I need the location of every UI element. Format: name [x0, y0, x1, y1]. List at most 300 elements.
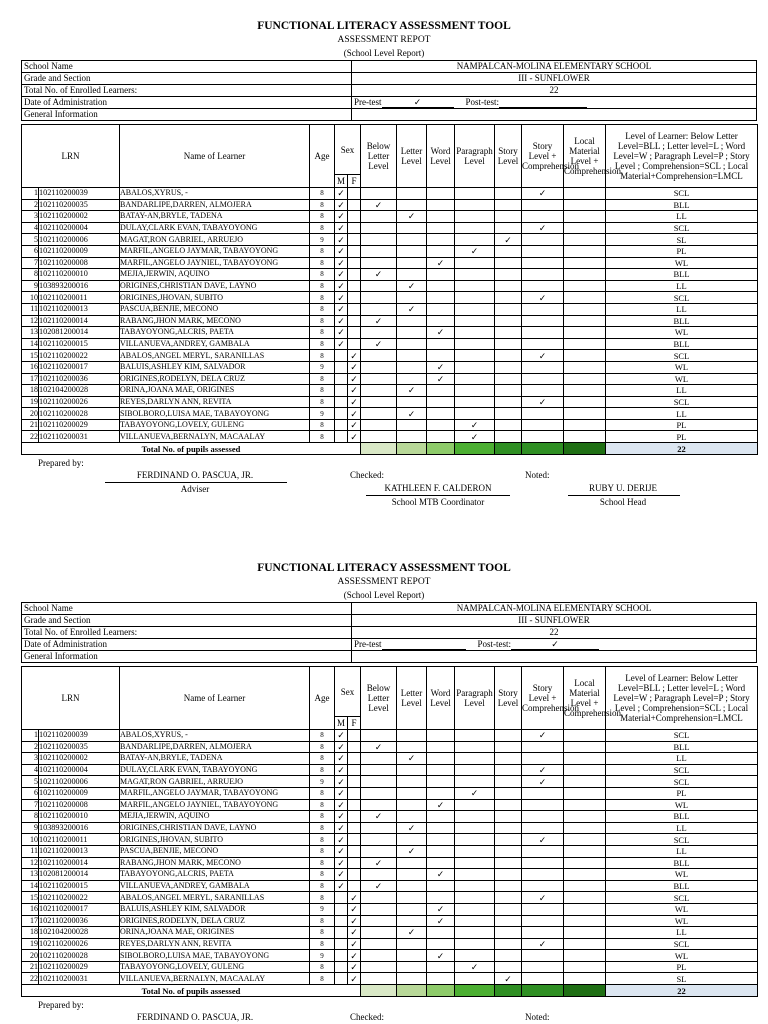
pl-check	[455, 950, 495, 962]
female-check: ✓	[348, 385, 361, 397]
male-check: ✓	[335, 764, 348, 776]
bll-header: Below Letter Level	[361, 667, 397, 730]
lrn-cell: 102110200009	[39, 245, 120, 257]
male-check: ✓	[335, 327, 348, 339]
scl-check	[522, 431, 564, 443]
level-code: LL	[606, 280, 758, 292]
scl-check	[522, 315, 564, 327]
scl-check	[522, 880, 564, 892]
sl-check: ✓	[495, 234, 522, 246]
learner-name: BATAY-AN,BRYLE, TADENA	[120, 211, 310, 223]
row-number: 20	[22, 408, 39, 420]
scl-check	[522, 245, 564, 257]
sl-header: Story Level	[495, 667, 522, 730]
sl-check	[495, 730, 522, 742]
sl-check	[495, 373, 522, 385]
lmcl-check	[564, 845, 606, 857]
age-cell: 8	[310, 892, 335, 904]
bll-check: ✓	[361, 199, 397, 211]
level-code: SCL	[606, 396, 758, 408]
male-check: ✓	[335, 188, 348, 200]
scl-check: ✓	[522, 834, 564, 846]
lmcl-check	[564, 730, 606, 742]
row-number: 16	[22, 903, 39, 915]
bll-check	[361, 188, 397, 200]
level-code: BLL	[606, 857, 758, 869]
row-number: 10	[22, 292, 39, 304]
row-number: 4	[22, 764, 39, 776]
row-number: 11	[22, 845, 39, 857]
lmcl-check	[564, 315, 606, 327]
ll-check	[397, 199, 427, 211]
row-number: 3	[22, 211, 39, 223]
male-check	[335, 950, 348, 962]
lmcl-check	[564, 892, 606, 904]
lmcl-check	[564, 361, 606, 373]
sl-check	[495, 799, 522, 811]
male-check: ✓	[335, 280, 348, 292]
pl-check	[455, 845, 495, 857]
learner-name: TABAYOYONG,LOVELY, GULENG	[120, 419, 310, 431]
male-check: ✓	[335, 787, 348, 799]
level-code: SL	[606, 973, 758, 985]
test-type-cell	[352, 97, 757, 109]
sl-check	[495, 880, 522, 892]
row-number: 17	[22, 373, 39, 385]
bll-check	[361, 903, 397, 915]
learner-table	[21, 124, 758, 455]
sl-check	[495, 892, 522, 904]
pl-check	[455, 188, 495, 200]
sl-check	[495, 938, 522, 950]
wl-check	[427, 292, 455, 304]
wl-check	[427, 938, 455, 950]
general-info-label: General Information	[22, 109, 352, 121]
lmcl-check	[564, 350, 606, 362]
female-check	[348, 222, 361, 234]
learner-name: ABALOS,XYRUS, -	[120, 730, 310, 742]
lmcl-check	[564, 188, 606, 200]
report-subtitle-level: (School Level Report)	[343, 48, 425, 58]
lmcl-check	[564, 938, 606, 950]
general-info-table	[21, 602, 757, 663]
pl-check	[455, 257, 495, 269]
pl-check	[455, 927, 495, 939]
lmcl-check	[564, 927, 606, 939]
age-cell: 8	[310, 245, 335, 257]
bll-check	[361, 845, 397, 857]
wl-check: ✓	[427, 373, 455, 385]
female-check	[348, 269, 361, 281]
bll-check	[361, 822, 397, 834]
bll-check	[361, 373, 397, 385]
coordinator-name: KATHLEEN F. CALDERON	[384, 483, 492, 493]
sl-check: ✓	[495, 973, 522, 985]
female-check	[348, 292, 361, 304]
row-number: 1	[22, 188, 39, 200]
report-title: FUNCTIONAL LITERACY ASSESSMENT TOOL	[257, 20, 511, 32]
learner-name: VILLANUEVA,ANDREY, GAMBALA	[120, 338, 310, 350]
age-cell: 8	[310, 303, 335, 315]
female-check	[348, 257, 361, 269]
ll-check	[397, 869, 427, 881]
row-number: 6	[22, 787, 39, 799]
row-number: 8	[22, 811, 39, 823]
report-title: FUNCTIONAL LITERACY ASSESSMENT TOOL	[257, 562, 511, 574]
wl-check	[427, 961, 455, 973]
table-row	[22, 222, 758, 234]
ll-check	[397, 730, 427, 742]
table-row	[22, 211, 758, 223]
male-check: ✓	[335, 315, 348, 327]
female-header: F	[348, 717, 361, 730]
lmcl-check	[564, 199, 606, 211]
scl-check	[522, 811, 564, 823]
learner-name: ABALOS,ANGEL MERYL, SARANILLAS	[120, 350, 310, 362]
pl-header: Paragraph Level	[455, 125, 495, 188]
scl-check	[522, 869, 564, 881]
wl-check	[427, 857, 455, 869]
male-check	[335, 419, 348, 431]
learner-name: SIBOLBORO,LUISA MAE, TABAYOYONG	[120, 950, 310, 962]
lrn-cell: 102110200035	[39, 741, 120, 753]
sl-check	[495, 269, 522, 281]
level-code: BLL	[606, 338, 758, 350]
female-check: ✓	[348, 938, 361, 950]
male-check	[335, 373, 348, 385]
wl-check	[427, 787, 455, 799]
row-number: 22	[22, 431, 39, 443]
table-row	[22, 234, 758, 246]
row-number: 18	[22, 927, 39, 939]
table-row	[22, 869, 758, 881]
ll-check: ✓	[397, 822, 427, 834]
ll-check	[397, 834, 427, 846]
sl-check	[495, 822, 522, 834]
table-row	[22, 845, 758, 857]
report-subtitle-level: (School Level Report)	[343, 590, 425, 600]
level-code: SCL	[606, 938, 758, 950]
age-cell: 9	[310, 361, 335, 373]
ll-check	[397, 915, 427, 927]
lmcl-check	[564, 787, 606, 799]
pretest-check	[382, 640, 466, 650]
bll-check	[361, 915, 397, 927]
ll-check	[397, 257, 427, 269]
male-check	[335, 361, 348, 373]
level-code: WL	[606, 915, 758, 927]
female-check	[348, 303, 361, 315]
level-code: BLL	[606, 199, 758, 211]
scl-check	[522, 373, 564, 385]
pl-check	[455, 764, 495, 776]
sl-check	[495, 222, 522, 234]
learner-name: PASCUA,BENJIE, MECONO	[120, 303, 310, 315]
ll-check: ✓	[397, 753, 427, 765]
bll-check	[361, 431, 397, 443]
row-number: 12	[22, 857, 39, 869]
sl-check	[495, 915, 522, 927]
level-code: SCL	[606, 834, 758, 846]
male-check: ✓	[335, 303, 348, 315]
learner-table	[21, 666, 758, 997]
wl-check	[427, 973, 455, 985]
level-code: LL	[606, 385, 758, 397]
ll-check	[397, 338, 427, 350]
ll-check	[397, 350, 427, 362]
wl-check	[427, 811, 455, 823]
total-label: Total No. of pupils assessed	[22, 443, 361, 455]
scl-check: ✓	[522, 892, 564, 904]
learner-name: DULAY,CLARK EVAN, TABAYOYONG	[120, 222, 310, 234]
sl-check	[495, 408, 522, 420]
female-check	[348, 315, 361, 327]
female-check	[348, 327, 361, 339]
ll-check	[397, 269, 427, 281]
age-cell: 9	[310, 234, 335, 246]
scl-check	[522, 822, 564, 834]
male-check: ✓	[335, 257, 348, 269]
sl-check	[495, 385, 522, 397]
ll-check	[397, 222, 427, 234]
sl-check	[495, 903, 522, 915]
lmcl-check	[564, 753, 606, 765]
row-number: 16	[22, 361, 39, 373]
scl-check: ✓	[522, 764, 564, 776]
table-row	[22, 961, 758, 973]
level-legend: Level of Learner: Below Letter Level=BLL ; Letter level=L ; Word Level=W ; Paragraph Level=P ; Story Level ; Comprehension=SCL ; Local Material+Comprehension=LMCL	[606, 125, 758, 188]
age-header: Age	[310, 125, 335, 188]
wl-check	[427, 845, 455, 857]
female-check	[348, 880, 361, 892]
male-check: ✓	[335, 811, 348, 823]
female-check: ✓	[348, 350, 361, 362]
row-number: 8	[22, 269, 39, 281]
lrn-cell: 102110200014	[39, 857, 120, 869]
wl-check	[427, 245, 455, 257]
sl-check	[495, 845, 522, 857]
pl-check: ✓	[455, 431, 495, 443]
sl-check	[495, 869, 522, 881]
learner-name: ORIGINES,CHRISTIAN DAVE, LAYNO	[120, 822, 310, 834]
level-code: PL	[606, 431, 758, 443]
female-check	[348, 822, 361, 834]
male-check: ✓	[335, 338, 348, 350]
table-row	[22, 280, 758, 292]
bll-check: ✓	[361, 269, 397, 281]
lrn-cell: 102081200014	[39, 869, 120, 881]
pl-check	[455, 350, 495, 362]
wl-check	[427, 892, 455, 904]
pl-check	[455, 338, 495, 350]
male-check: ✓	[335, 211, 348, 223]
lrn-cell: 102110200008	[39, 257, 120, 269]
ll-check	[397, 857, 427, 869]
bll-check	[361, 787, 397, 799]
male-check	[335, 396, 348, 408]
level-code: LL	[606, 845, 758, 857]
male-check: ✓	[335, 845, 348, 857]
ll-check	[397, 431, 427, 443]
age-cell: 8	[310, 315, 335, 327]
wl-check	[427, 776, 455, 788]
age-cell: 8	[310, 730, 335, 742]
table-row	[22, 927, 758, 939]
pl-check	[455, 408, 495, 420]
ll-check: ✓	[397, 385, 427, 397]
scl-check	[522, 787, 564, 799]
learner-name: MARFIL,ANGELO JAYNIEL, TABAYOYONG	[120, 799, 310, 811]
table-row	[22, 385, 758, 397]
ll-check: ✓	[397, 211, 427, 223]
pl-check	[455, 880, 495, 892]
female-check: ✓	[348, 915, 361, 927]
female-check: ✓	[348, 419, 361, 431]
pretest-label: Pre-test	[354, 639, 382, 649]
sl-check	[495, 280, 522, 292]
lrn-cell: 102110200006	[39, 776, 120, 788]
row-number: 14	[22, 338, 39, 350]
lmcl-check	[564, 234, 606, 246]
ll-check	[397, 188, 427, 200]
bll-check	[361, 892, 397, 904]
lmcl-check	[564, 211, 606, 223]
ll-check	[397, 903, 427, 915]
table-row	[22, 822, 758, 834]
row-number: 11	[22, 303, 39, 315]
table-row	[22, 811, 758, 823]
lmcl-check	[564, 903, 606, 915]
ll-check	[397, 811, 427, 823]
bll-check: ✓	[361, 857, 397, 869]
male-check	[335, 892, 348, 904]
level-code: WL	[606, 257, 758, 269]
age-cell: 8	[310, 280, 335, 292]
learner-name: TABAYOYONG,ALCRIS, PAETA	[120, 869, 310, 881]
bll-check	[361, 292, 397, 304]
age-cell: 9	[310, 903, 335, 915]
pl-check	[455, 327, 495, 339]
pl-check	[455, 211, 495, 223]
female-check	[348, 245, 361, 257]
lrn-cell: 102110200002	[39, 753, 120, 765]
pretest-label: Pre-test	[354, 97, 382, 107]
table-row	[22, 857, 758, 869]
table-row	[22, 776, 758, 788]
age-cell: 8	[310, 973, 335, 985]
level-code: SCL	[606, 188, 758, 200]
learner-name: REYES,DARLYN ANN, REVITA	[120, 396, 310, 408]
row-number: 21	[22, 961, 39, 973]
female-check	[348, 338, 361, 350]
pl-check	[455, 269, 495, 281]
wl-check	[427, 408, 455, 420]
male-check	[335, 915, 348, 927]
lrn-cell: 102104200028	[39, 927, 120, 939]
table-row	[22, 408, 758, 420]
table-row	[22, 892, 758, 904]
wl-check	[427, 199, 455, 211]
female-check	[348, 730, 361, 742]
female-check	[348, 280, 361, 292]
female-check	[348, 188, 361, 200]
pl-check	[455, 811, 495, 823]
learner-name: VILLANUEVA,BERNALYN, MACAALAY	[120, 431, 310, 443]
wl-check: ✓	[427, 257, 455, 269]
level-code: PL	[606, 787, 758, 799]
learner-name: REYES,DARLYN ANN, REVITA	[120, 938, 310, 950]
lmcl-check	[564, 776, 606, 788]
wl-check	[427, 303, 455, 315]
pl-check	[455, 753, 495, 765]
level-code: WL	[606, 950, 758, 962]
sl-check	[495, 811, 522, 823]
pretest-check: ✓	[382, 98, 454, 108]
sl-check	[495, 431, 522, 443]
ll-check	[397, 880, 427, 892]
female-check	[348, 753, 361, 765]
pl-check	[455, 303, 495, 315]
level-code: BLL	[606, 811, 758, 823]
ll-header: Letter Level	[397, 667, 427, 730]
row-number: 2	[22, 741, 39, 753]
table-row	[22, 199, 758, 211]
level-code: WL	[606, 903, 758, 915]
male-check: ✓	[335, 869, 348, 881]
lrn-header: LRN	[22, 125, 120, 188]
wl-check: ✓	[427, 950, 455, 962]
pl-check	[455, 385, 495, 397]
ll-check	[397, 961, 427, 973]
wl-check	[427, 338, 455, 350]
age-cell: 8	[310, 188, 335, 200]
lmcl-check	[564, 222, 606, 234]
level-code: LL	[606, 211, 758, 223]
male-check: ✓	[335, 776, 348, 788]
female-header: F	[348, 175, 361, 188]
lrn-cell: 102110200035	[39, 199, 120, 211]
lrn-cell: 102110200010	[39, 811, 120, 823]
row-number: 5	[22, 234, 39, 246]
age-cell: 8	[310, 741, 335, 753]
wl-check	[427, 431, 455, 443]
learner-name: PASCUA,BENJIE, MECONO	[120, 845, 310, 857]
lmcl-check	[564, 373, 606, 385]
sl-check	[495, 753, 522, 765]
ll-check	[397, 419, 427, 431]
wl-check: ✓	[427, 869, 455, 881]
age-cell: 8	[310, 938, 335, 950]
learner-name: MARFIL,ANGELO JAYMAR, TABAYOYONG	[120, 787, 310, 799]
pl-check	[455, 869, 495, 881]
bll-check	[361, 938, 397, 950]
male-check	[335, 408, 348, 420]
date-label: Date of Administration	[22, 639, 352, 651]
bll-check	[361, 764, 397, 776]
age-cell: 8	[310, 431, 335, 443]
lrn-cell: 102110200031	[39, 973, 120, 985]
table-row	[22, 915, 758, 927]
enrolled-label: Total No. of Enrolled Learners:	[22, 85, 352, 97]
level-code: SL	[606, 234, 758, 246]
sl-check	[495, 211, 522, 223]
table-row	[22, 799, 758, 811]
bll-check	[361, 730, 397, 742]
female-check	[348, 764, 361, 776]
pl-check	[455, 938, 495, 950]
total-value: 22	[606, 985, 758, 997]
row-number: 17	[22, 915, 39, 927]
